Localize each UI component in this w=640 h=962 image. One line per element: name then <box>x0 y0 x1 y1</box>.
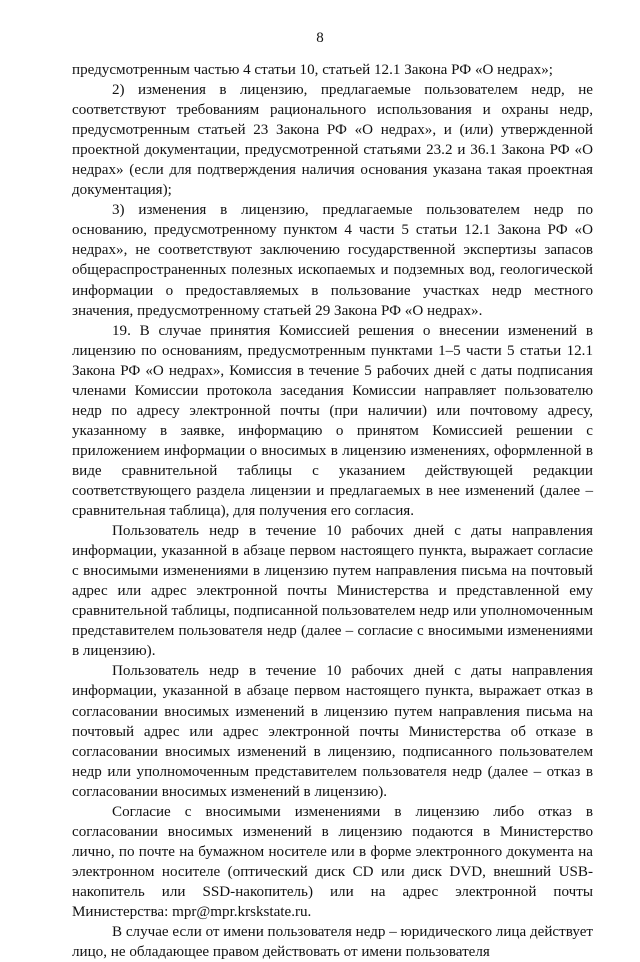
paragraph-clause-19: 19. В случае принятия Комиссией решения о внесении изменений в лицензию по основаниям, предусмотренным пунктами 1–5 части 5 статьи 12.1 Закона РФ «О недрах», Комиссия в течение 5 рабочих дней с даты подписания членами Комиссии протокола заседания Комиссии направляет пользователю недр по адресу электронной почты (при наличии) или почтовому адресу, указанному в заявке, информацию о принятом Комиссией решении с приложением информации о вносимых в лицензию изменениях, оформленной в виде сравнительной таблицы с указанием действующей редакции соответствующего раздела лицензии и предлагаемых в нее изменений (далее – сравнительная таблица), для получения его согласия. <box>72 322 593 520</box>
paragraph-item-3: 3) изменения в лицензию, предлагаемые пользователем недр по основанию, предусмотренному пунктом 4 части 5 статьи 12.1 Закона РФ «О недрах», не соответствуют заключению государственной экспертизы запасов общераспространенных полезных ископаемых и подземных вод, геологической информации о предоставляемых в пользование участках недр местного значения, предусмотренному статьей 29 Закона РФ «О недрах». <box>72 202 593 319</box>
paragraph-continuation: предусмотренным частью 4 статьи 10, статьей 12.1 Закона РФ «О недрах»; <box>72 62 553 78</box>
page-number: 8 <box>316 30 324 46</box>
document-body <box>72 60 593 962</box>
paragraph-submission: Согласие с вносимыми изменениями в лицензию либо отказ в согласовании вносимых изменений в лицензию подаются в Министерство лично, по почте на бумажном носителе или в форме электронного документа на электронном носителе (оптический диск CD или диск DVD, внешний USB-накопитель или SSD-накопитель) или на адрес электронной почты Министерства: mpr@mpr.krskstate.ru. <box>72 803 593 920</box>
paragraph-refusal: Пользователь недр в течение 10 рабочих дней с даты направления информации, указанной в абзаце первом настоящего пункта, выражает отказ в согласовании вносимых изменений в лицензию путем направления письма на почтовый адрес или адрес электронной почты Министерства об отказе в согласовании вносимых изменений в лицензию, подписанного пользователем недр или уполномоченным представителем пользователя недр (далее – отказ в согласовании вносимых изменений в лицензию). <box>72 663 593 800</box>
paragraph-consent: Пользователь недр в течение 10 рабочих дней с даты направления информации, указанной в абзаце первом настоящего пункта, выражает согласие с вносимыми изменениями в лицензию путем направления письма на почтовый адрес или адрес электронной почты Министерства и представленной ему сравнительной таблицы, подписанной пользователем недр или уполномоченным представителем пользователя недр (далее – согласие с вносимыми изменениями в лицензию). <box>72 523 593 660</box>
paragraph-item-2: 2) изменения в лицензию, предлагаемые пользователем недр, не соответствуют требованиям рационального использования и охраны недр, предусмотренным статьей 23 Закона РФ «О недрах», и (или) утвержденной проектной документации, предусмотренной статьями 23.2 и 36.1 Закона РФ «О недрах» (если для подтверждения наличия основания указана такая проектная документация); <box>72 82 593 199</box>
paragraph-legal-entity: В случае если от имени пользователя недр – юридического лица действует лицо, не обладающее правом действовать от имени пользователя <box>72 924 593 961</box>
